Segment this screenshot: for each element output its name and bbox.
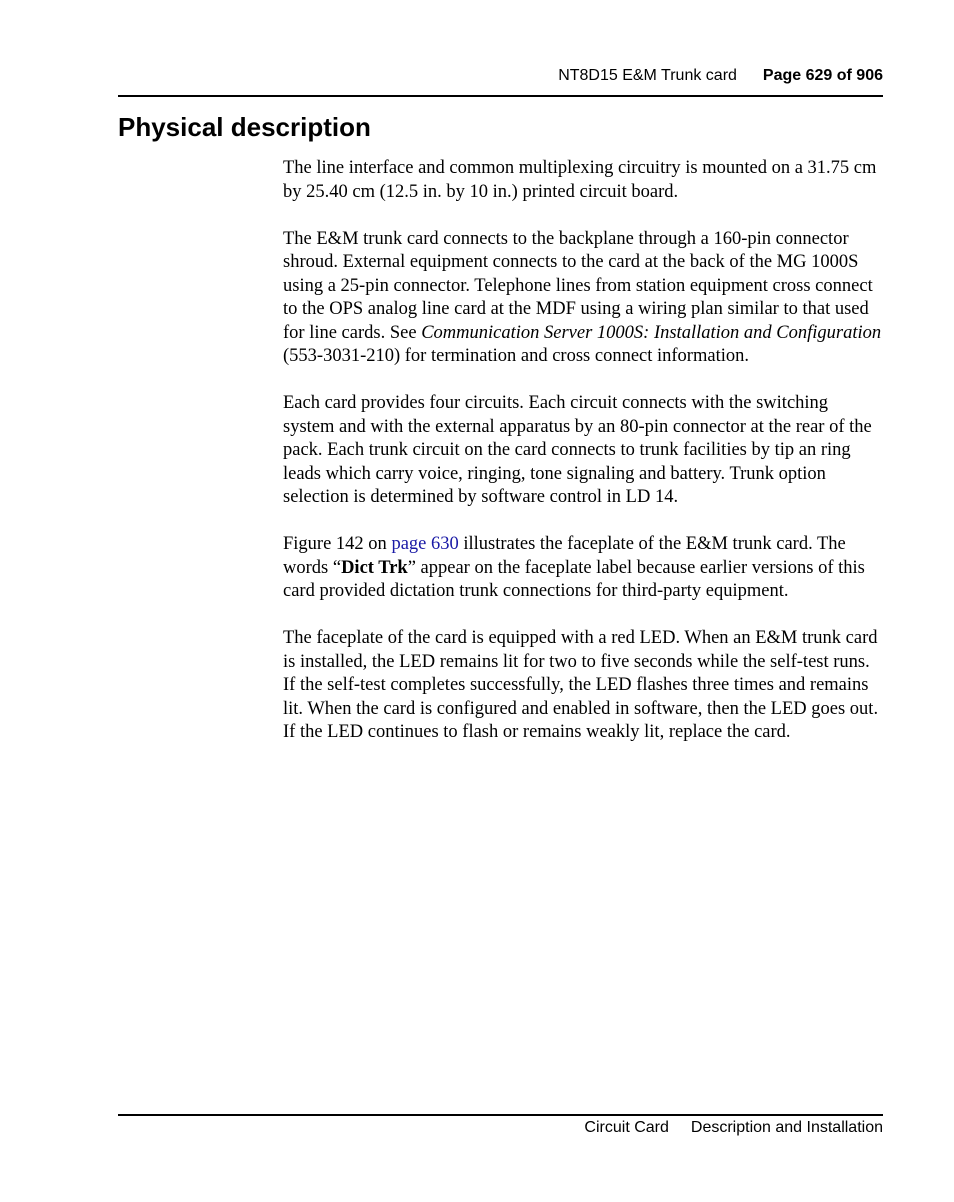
paragraph-4-text: Figure 142 on <box>283 534 392 554</box>
footer-right: Description and Installation <box>690 1119 883 1136</box>
page-630-link[interactable]: page 630 <box>391 534 459 554</box>
paragraph-3: Each card provides four circuits. Each circuit connects with the switching system and with the external apparatus by an 80-pin connector at the rear of the pack. Each trunk circuit on the card connects to trunk facilities by tip an ring leads which carry voice, ringing, tone signaling and battery. Trunk option selection is determined by software control in LD 14. <box>283 393 872 507</box>
faceplate-label-term: Dict Trk <box>341 557 408 578</box>
page-footer <box>118 1118 883 1138</box>
paragraph-4 <box>283 533 883 604</box>
footer-rule <box>118 1114 883 1116</box>
body-text <box>283 157 883 768</box>
paragraph-2 <box>283 228 883 369</box>
paragraph-4-text-end: ” appear on the faceplate label because earlier versions of this card provided dictation trunk connections for third-party equipment. <box>283 557 865 601</box>
page-number: Page 629 of 906 <box>762 67 883 84</box>
paragraph-2-text: The E&M trunk card connects to the backplane through a 160-pin connector shroud. External equipment connects to the card at the back of the MG 1000S using a 25-pin connector. Telephone lines from station equipment cross connect to the OPS analog line card at the MDF using a wiring plan similar to that used for line cards. See <box>283 228 873 343</box>
paragraph-1: The line interface and common multiplexing circuitry is mounted on a 31.75 cm by 25.40 cm (12.5 in. by 10 in.) printed circuit board. <box>283 158 877 202</box>
paragraph-5: The faceplate of the card is equipped with a red LED. When an E&M trunk card is installed, the LED remains lit for two to five seconds while the self-test runs. If the self-test completes successfully, the LED flashes three times and remains lit. When the card is configured and enabled in software, then the LED goes out. If the LED continues to flash or remains weakly lit, replace the card. <box>283 628 879 742</box>
page-header <box>118 66 883 86</box>
document-title: NT8D15 E&M Trunk card <box>558 67 737 84</box>
footer-left: Circuit Card <box>584 1119 669 1136</box>
header-rule <box>118 95 883 97</box>
section-title: Physical description <box>118 112 371 142</box>
paragraph-4-text-mid: illustrates the faceplate of the E&M trunk card. The words “ <box>283 534 846 578</box>
paragraph-2-text-end: (553-3031-210) for termination and cross connect information. <box>283 346 749 366</box>
document-reference: Communication Server 1000S: Installation and Configuration <box>421 322 882 343</box>
